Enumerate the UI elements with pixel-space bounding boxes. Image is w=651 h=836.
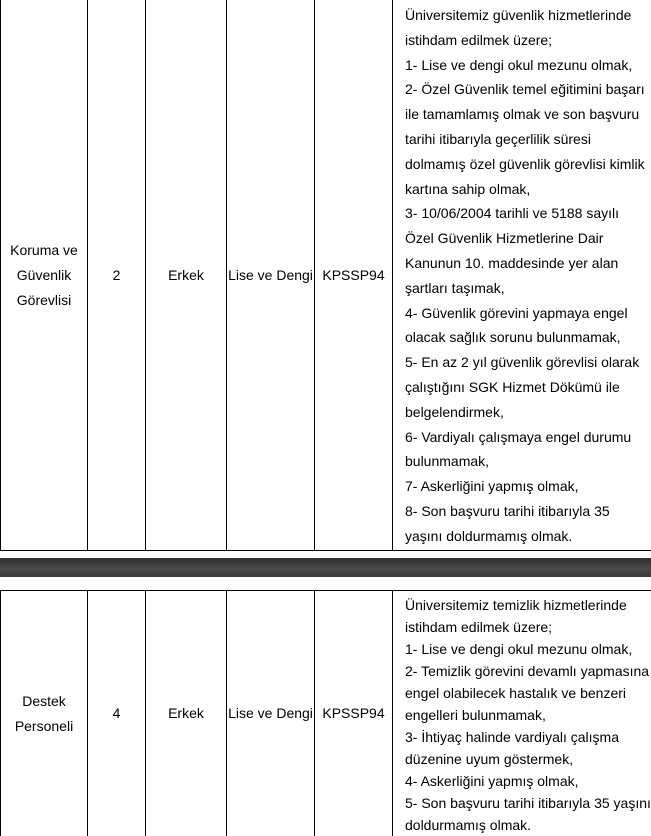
requirement-line: engelleri bulunmamak, [405, 707, 546, 723]
requirement-line: Üniversitemiz güvenlik hizmetlerinde [405, 7, 632, 23]
requirement-line: 5- Son başvuru tarihi itibarıyla 35 yaşını [405, 795, 651, 811]
requirement-line: 2- Temizlik görevini devamlı yapmasına [405, 663, 650, 679]
requirement-line: kartına sahip olmak, [405, 180, 531, 197]
education-line: Lise ve [228, 266, 273, 283]
education-line: Dengi [276, 705, 313, 721]
education-cell [227, 591, 315, 836]
table-row [1, 0, 651, 551]
position-line: Destek [22, 692, 66, 709]
requirement-line: Üniversitemiz temizlik hizmetlerinde [405, 597, 627, 613]
requirement-line: çalıştığını SGK Hizmet Dökümü ile [405, 378, 620, 395]
table-row [1, 591, 651, 836]
requirement-line: 8- Son başvuru tarihi itibarıyla 35 [405, 502, 610, 519]
gender-cell: Erkek [146, 591, 227, 836]
count-cell: 4 [88, 591, 146, 836]
education-line: Dengi [276, 266, 313, 283]
count-cell: 2 [88, 0, 146, 551]
page-separator [0, 558, 651, 577]
requirements-cell [393, 591, 651, 836]
requirement-line: 4- Askerliğini yapmış olmak, [405, 773, 579, 789]
position-cell [1, 0, 88, 551]
requirements-cell [393, 0, 651, 551]
requirement-line: Özel Güvenlik Hizmetlerine Dair [405, 230, 604, 247]
requirement-line: 2- Özel Güvenlik temel eğitimini başarı [405, 81, 645, 98]
gender-cell: Erkek [146, 0, 227, 551]
education-cell [227, 0, 315, 551]
requirement-line: bulunmamak, [405, 453, 490, 470]
requirement-line: belgelendirmek, [405, 403, 504, 420]
exam-cell: KPSSP94 [315, 591, 393, 836]
requirement-line: tarihi itibarıyla geçerlilik süresi [405, 130, 591, 147]
requirement-line: olacak sağlık sorunu bulunmamak, [405, 329, 621, 346]
requirement-line: istihdam edilmek üzere; [405, 619, 553, 635]
requirement-line: düzenine uyum göstermek, [405, 751, 574, 767]
position-cell [1, 591, 88, 836]
requirement-line: 1- Lise ve dengi okul mezunu olmak, [405, 56, 633, 73]
requirement-line: şartları taşımak, [405, 279, 505, 296]
requirement-line: ile tamamlamış olmak ve son başvuru [405, 106, 640, 123]
requirement-line: 4- Güvenlik görevini yapmaya engel [405, 304, 628, 321]
requirement-line: doldurmamış olmak. [405, 817, 532, 833]
requirement-line: 5- En az 2 yıl güvenlik görevlisi olarak [405, 354, 640, 371]
position-table-support [0, 590, 651, 836]
requirement-line: istihdam edilmek üzere; [405, 31, 553, 48]
requirement-line: 3- 10/06/2004 tarihli ve 5188 sayılı [405, 205, 620, 222]
position-line: Güvenlik [16, 266, 72, 283]
exam-cell: KPSSP94 [315, 0, 393, 551]
education-line: Lise ve [228, 705, 273, 721]
requirement-line: 7- Askerliğini yapmış olmak, [405, 478, 579, 495]
requirement-line: yaşını doldurmamış olmak. [405, 527, 573, 544]
requirement-line: 3- İhtiyaç halinde vardiyalı çalışma [405, 729, 619, 745]
position-line: Görevlisi [16, 291, 72, 308]
requirement-line: engel olabilecek hastalık ve benzeri [405, 685, 627, 701]
requirement-line: 1- Lise ve dengi okul mezunu olmak, [405, 641, 633, 657]
requirement-line: 6- Vardiyalı çalışmaya engel durumu [405, 428, 632, 445]
requirement-line: dolmamış özel güvenlik görevlisi kimlik [405, 155, 645, 172]
requirement-line: Kanunun 10. maddesinde yer alan [405, 254, 619, 271]
position-line: Koruma ve [10, 241, 78, 258]
position-line: Personeli [14, 717, 74, 734]
